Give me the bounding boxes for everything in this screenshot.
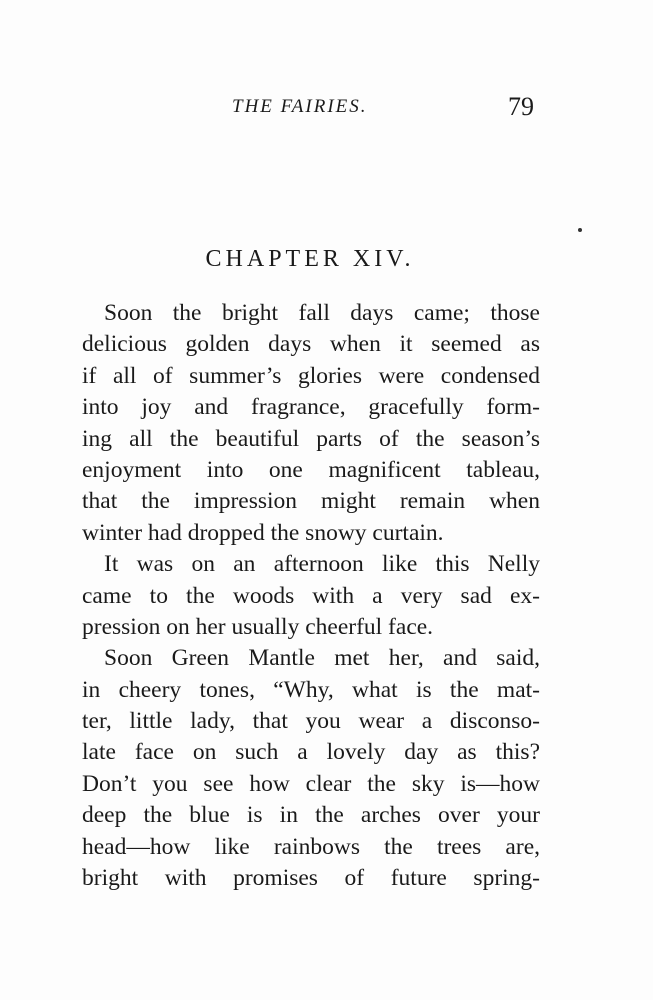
ink-speck (578, 228, 582, 232)
text-line: ter, little lady, that you wear a disconso- (82, 708, 540, 735)
body-text (82, 298, 540, 894)
text-line: in cheery tones, “Why, what is the mat- (82, 676, 540, 703)
text-line: Don’t you see how clear the sky is—how (82, 770, 540, 797)
text-line: It was on an afternoon like this Nelly (104, 551, 540, 578)
page-number: 79 (508, 92, 534, 121)
text-line: winter had dropped the snowy curtain. (82, 519, 444, 546)
text-line: if all of summer’s glories were condensed (82, 362, 540, 389)
text-line: into joy and fragrance, gracefully form- (82, 394, 540, 421)
text-line: came to the woods with a very sad ex- (82, 582, 540, 609)
running-title: THE FAIRIES. (232, 96, 368, 117)
chapter-heading: CHAPTER XIV. (205, 246, 415, 272)
running-head (0, 92, 653, 126)
text-line: pression on her usually cheerful face. (82, 613, 434, 640)
text-line: bright with promises of future spring- (82, 865, 540, 892)
text-line: Soon the bright fall days came; those (104, 300, 540, 326)
text-line: head—how like rainbows the trees are, (82, 833, 540, 860)
text-line: ing all the beautiful parts of the season’s (82, 425, 540, 452)
text-line: delicious golden days when it seemed as (82, 331, 540, 358)
text-line: deep the blue is in the arches over your (82, 802, 540, 829)
text-line: Soon Green Mantle met her, and said, (104, 645, 540, 672)
text-line: late face on such a lovely day as this? (82, 739, 540, 766)
text-line: that the impression might remain when (82, 488, 540, 515)
text-line: enjoyment into one magnificent tableau, (82, 456, 540, 483)
